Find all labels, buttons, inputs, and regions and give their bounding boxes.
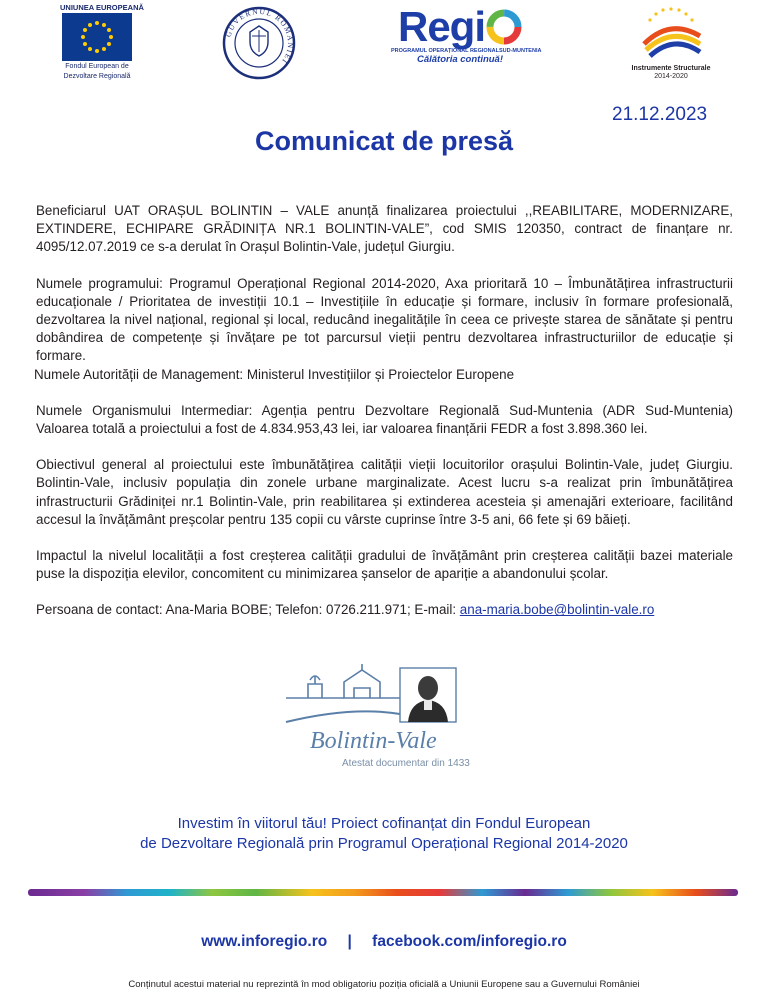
regio-program-label: PROGRAMUL OPERAȚIONAL REGIONAL	[391, 48, 499, 54]
inforegio-facebook-link[interactable]: facebook.com/inforegio.ro	[372, 933, 567, 950]
structural-instruments-logo	[630, 4, 712, 80]
regio-region-label: SUD-MUNTENIA	[498, 48, 542, 54]
regio-wordmark: Regi	[397, 3, 485, 50]
footer-links	[0, 933, 768, 951]
footer-slogan-line-2: de Dezvoltare Regională prin Programul Operațional Regional 2014-2020	[140, 835, 628, 852]
paragraph-program: Numele programului: Programul Operațional Regional 2014-2020, Axa prioritară 10 – Îmbunătățirea infrastructurii educaționale / Prioritatea de investiții 10.1 – Investițiile în educație și formare, inclusiv în formare profesională, dezvoltarea la nivel național, regional și local, reducând inegalitățile în ceea ce privește starea de sănătate și pentru dobândirea de competențe și învățare pe tot parcursul vieții pentru dezvoltarea infrastructuriilor de educație și formare.	[36, 275, 733, 364]
contact-details: Persoana de contact: Ana-Maria BOBE; Telefon: 0726.211.971; E-mail:	[36, 602, 460, 618]
footer-link-separator: |	[347, 933, 352, 950]
eu-logo-subtitle-1: Fondul European de	[65, 63, 129, 70]
paragraph-objective: Obiectivul general al proiectului este îmbunătățirea calității vieții locuitorilor orașului Bolintin-Vale, județ Giurgiu. Bolintin-Vale, inclusiv populația din zonele urbane marginalizate. Acest lucru s-a realizat prin îmbunătățirea infrastructurii Grădiniței nr.1 Bolintin-Vale, prin reabilitarea și extinderea acesteia și amenajări exterioare, facilitând accesul la învățământ preșcolar pentru 135 copii cu vârste cuprinse între 3-5 ani, 66 fete și 69 băieți.	[36, 457, 733, 527]
eu-logo-title: UNIUNEA EUROPEANĂ	[60, 3, 144, 12]
paragraph-impact: Impactul la nivelul localității a fost creșterea calității gradului de învățământ prin creșterea calității bazei materiale puse la dispoziția elevilor, concomitent cu minimizarea șanselor de apariție a abandonului școlar.	[36, 548, 733, 582]
government-seal-text: GUVERNUL ROMÂNIEI	[223, 6, 296, 67]
eu-flag-icon	[62, 13, 132, 61]
paragraph-management-authority: Numele Autorității de Management: Ministerul Investițiilor și Proiectelor Europene	[34, 366, 515, 382]
regio-logo	[385, 3, 542, 76]
press-release-date: 21.12.2023	[612, 104, 708, 125]
eu-logo	[60, 3, 144, 80]
town-logo-tagline: Atestat documentar din 1433	[342, 758, 470, 769]
structural-instruments-period: 2014-2020	[654, 73, 688, 80]
footer-disclaimer: Conținutul acestui material nu reprezintă în mod obligatoriu poziția oficială a Uniunii Europene sau a Guvernului României	[128, 979, 640, 990]
paragraph-contact	[36, 601, 733, 619]
paragraph-intermediate-body: Numele Organismului Intermediar: Agenția pentru Dezvoltare Regională Sud-Muntenia (ADR Sud-Muntenia) Valoarea totală a proiectului a fost de 4.834.953,43 lei, iar valoarea finanțării FEDR a fost 3.898.360 lei.	[36, 402, 733, 437]
inforegio-website-link[interactable]: www.inforegio.ro	[201, 933, 328, 950]
structural-instruments-title: Instrumente Structurale	[631, 65, 711, 72]
rainbow-divider	[28, 889, 738, 896]
portrait-icon	[408, 676, 448, 722]
structural-instruments-icon	[630, 4, 712, 60]
eu-logo-subtitle-2: Dezvoltare Regională	[63, 73, 131, 80]
page-title: Comunicat de presă	[254, 126, 514, 156]
government-seal-icon	[222, 6, 296, 80]
regio-o-icon	[486, 9, 522, 45]
contact-email-link[interactable]: ana-maria.bobe@bolintin-vale.ro	[459, 602, 655, 618]
press-release-body	[36, 202, 733, 620]
town-logo-name: Bolintin-Vale	[310, 728, 437, 754]
paragraph-beneficiary: Beneficiarul UAT ORAȘUL BOLINTIN – VALE anunță finalizarea proiectului ,,REABILITARE, MODERNIZARE, EXTINDERE, ECHIPARE GRĂDINIȚA NR.1 BOLINTIN-VALE”, cod SMIS 120350, contract de finanțare nr. 4095/12.07.2019 ce s-a derulat în Orașul Bolintin-Vale, județul Giurgiu.	[36, 203, 733, 255]
bolintin-vale-logo	[282, 662, 490, 774]
regio-slogan: Călătoria continuă!	[416, 54, 504, 65]
footer-slogan-line-1: Investim în viitorul tău! Proiect cofinanțat din Fondul European	[177, 815, 591, 832]
